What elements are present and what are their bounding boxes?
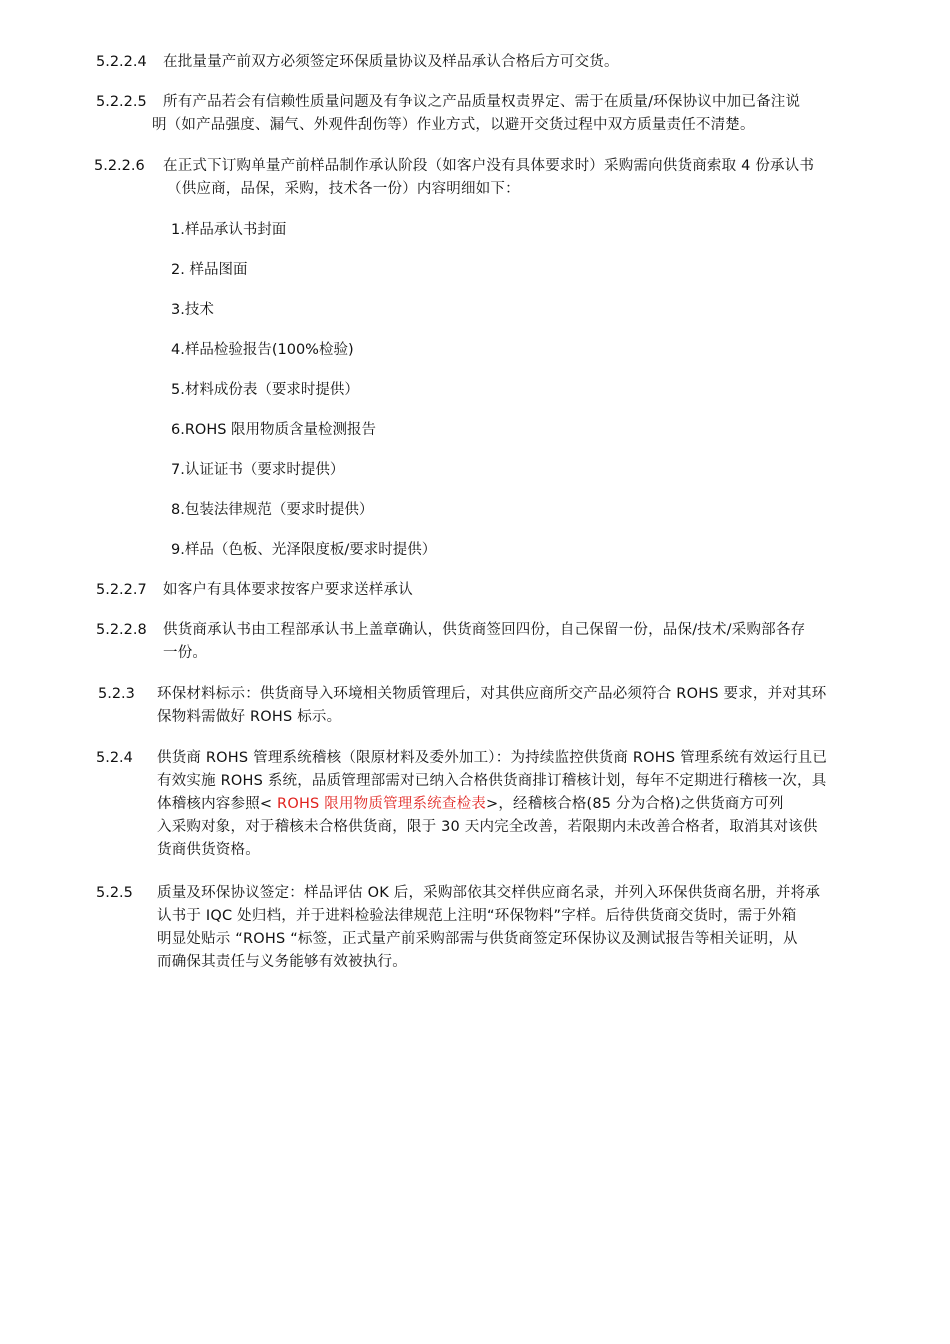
list-item: 3.技术 — [171, 302, 214, 318]
section-line-part: 体稽核内容参照< — [157, 796, 273, 812]
list-item: 7.认证证书（要求时提供） — [171, 462, 345, 478]
section-line: 而确保其责任与义务能够有效被执行。 — [157, 954, 407, 970]
section-line: 保物料需做好 ROHS 标示。 — [157, 709, 342, 725]
clause-line: 供货商承认书由工程部承认书上盖章确认，供货商签回四份，自己保留一份，品保/技术/采购部各存 — [163, 622, 806, 638]
rohs-checklist-reference: ROHS 限用物质管理系统查检表 — [272, 796, 486, 812]
section-number: 5.2.4 — [96, 750, 133, 766]
clause-number: 5.2.2.4 — [96, 54, 147, 70]
clause-line: 如客户有具体要求按客户要求送样承认 — [163, 582, 413, 598]
section-text — [157, 882, 907, 974]
section-line: 认书于 IQC 处归档，并于进料检验法律规范上注明“环保物料”字样。后待供货商交货时，需于外箱 — [157, 908, 797, 924]
section-line: 明显处贴示 “ROHS “标签，正式量产前采购部需与供货商签定环保协议及测试报告等相关证明，从 — [157, 931, 798, 947]
clause-number: 5.2.2.6 — [94, 158, 145, 174]
section-line: 质量及环保协议签定：样品评估 OK 后，采购部依其交样供应商名录，并列入环保供货商名册，并将承 — [157, 885, 821, 901]
section-number: 5.2.3 — [98, 686, 135, 702]
list-item: 2. 样品图面 — [171, 262, 248, 278]
section-text — [157, 683, 907, 729]
list-item: 5.材料成份表（要求时提供） — [171, 382, 359, 398]
clause-text — [163, 619, 908, 665]
clause-text — [152, 91, 908, 137]
section-line: 环保材料标示：供货商导入环境相关物质管理后，对其供应商所交产品必须符合 ROHS 要求，并对其环 — [157, 686, 827, 702]
section-line: 入采购对象，对于稽核未合格供货商，限于 30 天内完全改善，若限期内未改善合格者，取消其对该供 — [157, 819, 818, 835]
clause-number: 5.2.2.7 — [96, 582, 147, 598]
section-line-part: >，经稽核合格(85 分为合格)之供货商方可列 — [485, 796, 784, 812]
clause-text — [163, 579, 908, 602]
section-number: 5.2.5 — [96, 885, 133, 901]
clause-number: 5.2.2.8 — [96, 622, 147, 638]
clause-line: 明（如产品强度、漏气、外观件刮伤等）作业方式，以避开交货过程中双方质量责任不清楚。 — [152, 117, 755, 133]
list-item: 1.样品承认书封面 — [171, 222, 287, 238]
clause-line: 在正式下订购单量产前样品制作承认阶段（如客户没有具体要求时）采购需向供货商索取 4 份承认书 — [163, 158, 815, 174]
clause-text — [163, 155, 908, 201]
clause-line: （供应商，品保，采购，技术各一份）内容明细如下： — [167, 181, 520, 197]
list-item: 9.样品（色板、光泽限度板/要求时提供） — [171, 542, 437, 558]
list-item: 8.包装法律规范（要求时提供） — [171, 502, 374, 518]
clause-number: 5.2.2.5 — [96, 94, 147, 110]
section-line: 有效实施 ROHS 系统，品质管理部需对已纳入合格供货商排订稽核计划，每年不定期进行稽核一次，具 — [157, 773, 827, 789]
clause-line: 在批量量产前双方必须签定环保质量协议及样品承认合格后方可交货。 — [163, 54, 619, 70]
section-line: 货商供货资格。 — [157, 842, 260, 858]
section-line — [157, 793, 907, 816]
clause-line: 一份。 — [163, 645, 208, 661]
section-text — [157, 747, 907, 862]
section-line: 供货商 ROHS 管理系统稽核（限原材料及委外加工）：为持续监控供货商 ROHS 管理系统有效运行且已 — [157, 750, 828, 766]
clause-line: 所有产品若会有信赖性质量问题及有争议之产品质量权责界定、需于在质量/环保协议中加已备注说 — [163, 94, 801, 110]
list-item: 6.ROHS 限用物质含量检测报告 — [171, 422, 377, 438]
list-item: 4.样品检验报告(100%检验) — [171, 342, 354, 358]
clause-text — [163, 51, 908, 74]
